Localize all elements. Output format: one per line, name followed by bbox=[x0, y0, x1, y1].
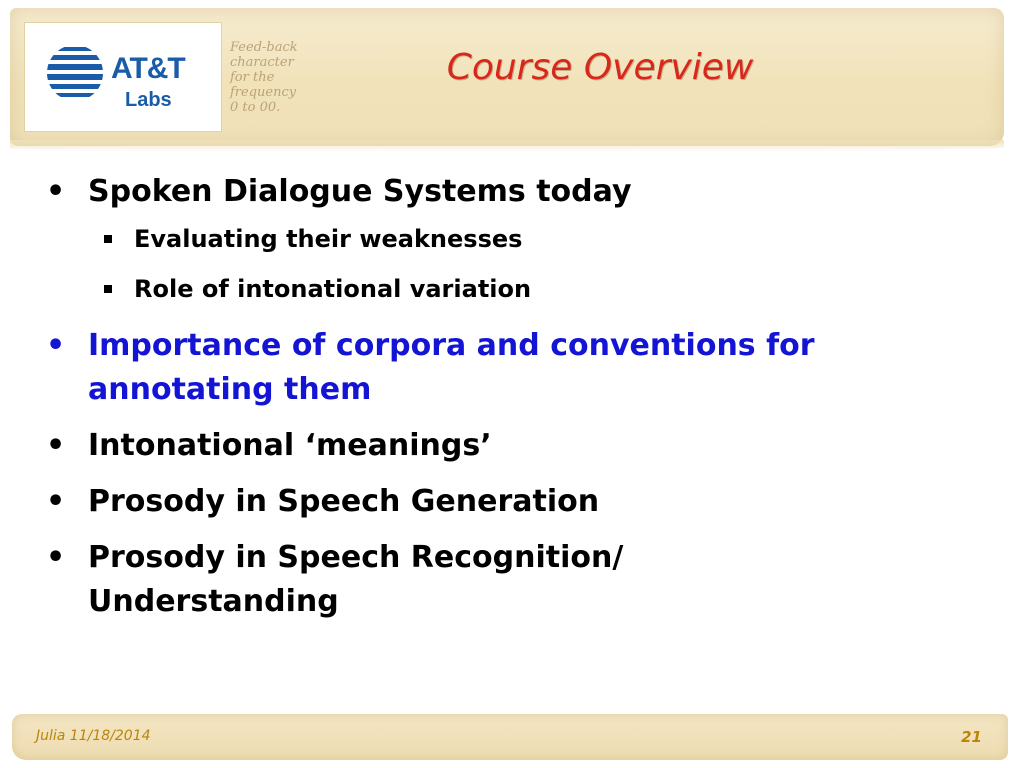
bullet-text-line: Prosody in Speech Recognition/ bbox=[88, 540, 624, 575]
slide-number: 21 bbox=[961, 728, 982, 746]
bullet-item bbox=[46, 480, 986, 524]
sub-bullet-text: Role of intonational variation bbox=[134, 275, 532, 303]
bullet-text: Spoken Dialogue Systems today bbox=[88, 174, 632, 209]
slide-title: Course Overview bbox=[446, 47, 754, 88]
bullet-item bbox=[46, 536, 986, 624]
footer-banner bbox=[12, 714, 1008, 760]
att-labs-logo bbox=[24, 22, 222, 132]
note-line: for the bbox=[230, 70, 275, 85]
handwritten-note bbox=[230, 40, 350, 120]
bullet-text-line: Understanding bbox=[88, 584, 339, 619]
bullet-item bbox=[46, 424, 986, 468]
logo-subtitle: Labs bbox=[125, 89, 172, 111]
sub-bullet-text: Evaluating their weaknesses bbox=[134, 225, 523, 253]
note-line: Feed-back bbox=[230, 40, 298, 55]
square-bullet-icon bbox=[104, 235, 112, 243]
logo-wordmark: AT&T bbox=[111, 52, 185, 85]
bullet-glyph: • bbox=[46, 328, 66, 363]
bullet-item bbox=[46, 324, 986, 412]
bullet-text-line: annotating them bbox=[88, 372, 372, 407]
note-line: character bbox=[230, 55, 294, 70]
bullet-text-line: Importance of corpora and conventions for bbox=[88, 328, 815, 363]
bullet-glyph: • bbox=[46, 484, 66, 519]
square-bullet-icon bbox=[104, 285, 112, 293]
note-line: frequency bbox=[230, 85, 297, 100]
bullet-text: Prosody in Speech Generation bbox=[88, 484, 600, 519]
bullet-glyph: • bbox=[46, 428, 66, 463]
bullet-item bbox=[46, 170, 986, 214]
bullet-glyph: • bbox=[46, 174, 66, 209]
globe-icon bbox=[45, 43, 105, 103]
bullet-glyph: • bbox=[46, 540, 66, 575]
footer-author-date: Julia 11/18/2014 bbox=[36, 728, 151, 744]
sub-bullet-item bbox=[46, 264, 986, 314]
sub-bullet-item bbox=[46, 214, 986, 264]
bullet-text: Intonational ‘meanings’ bbox=[88, 428, 492, 463]
note-line: 0 to 00. bbox=[230, 100, 281, 115]
bullet-list bbox=[46, 170, 986, 624]
